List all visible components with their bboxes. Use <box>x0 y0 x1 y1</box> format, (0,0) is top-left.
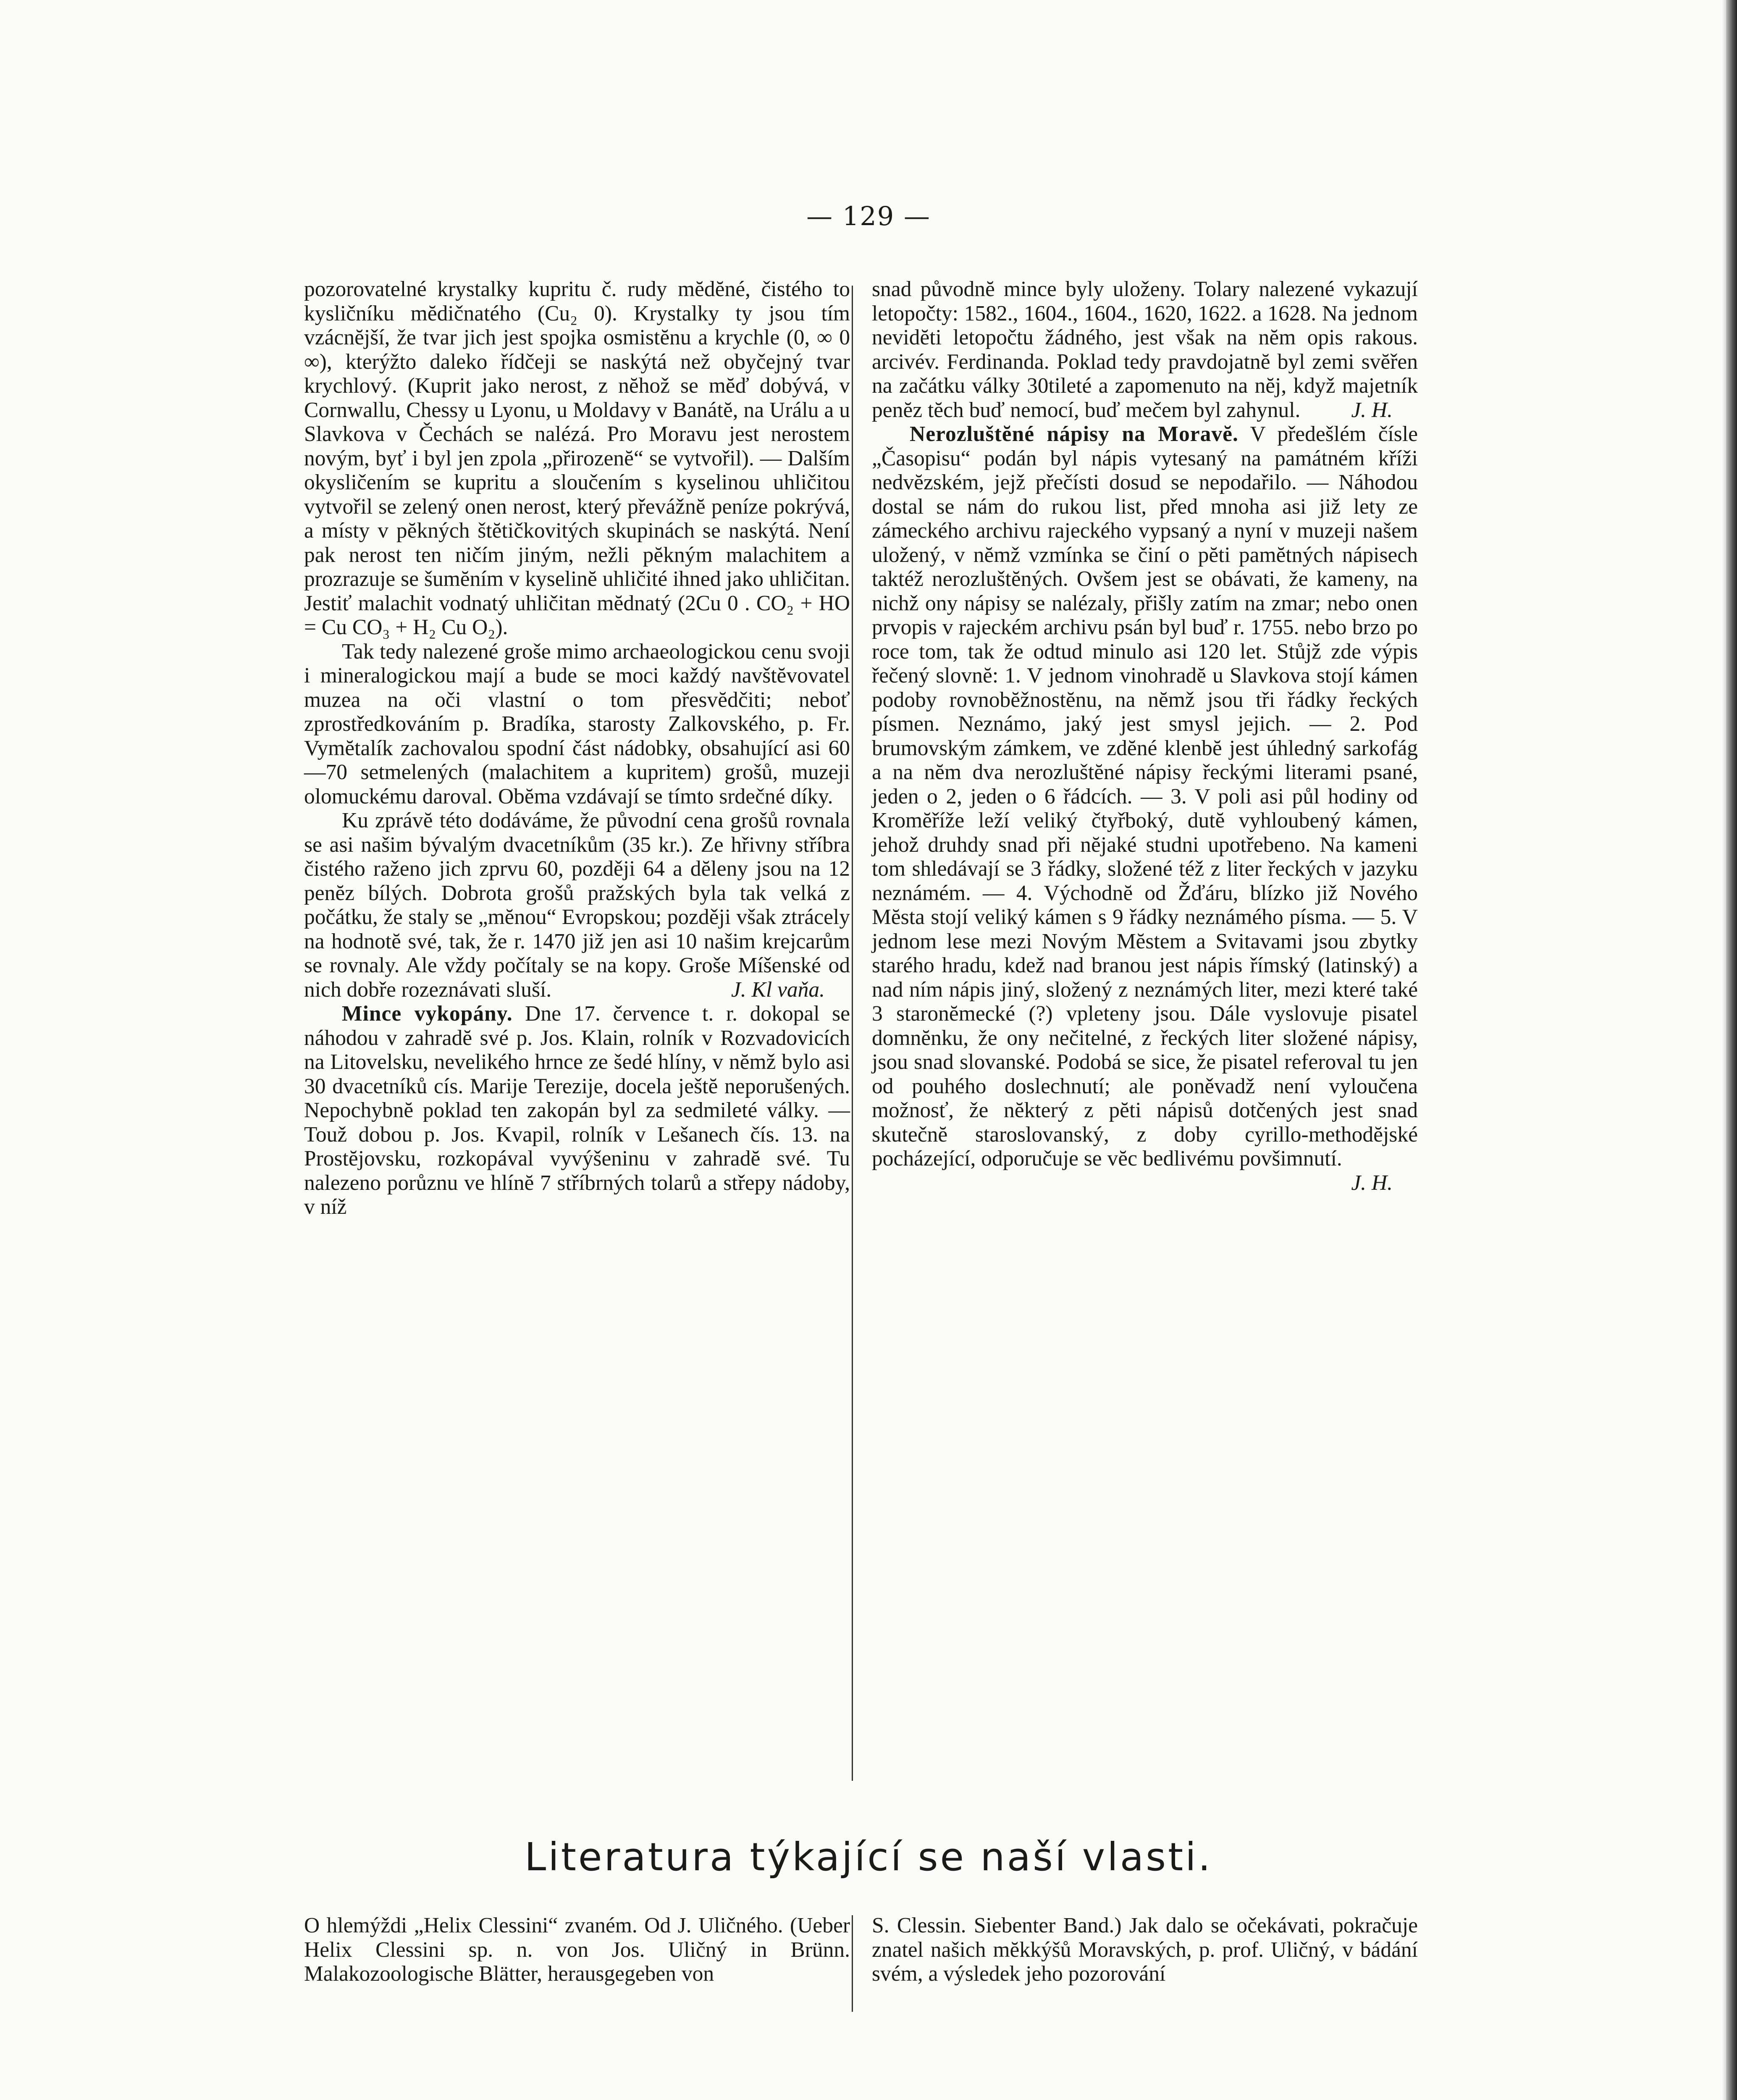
page-edge-shadow <box>1722 0 1726 2100</box>
paragraph-nerozlustene <box>872 422 1418 1195</box>
paragraph-grose-value <box>304 808 850 1002</box>
right-column <box>872 277 1418 1195</box>
signature-jh-2: J. H. <box>1351 1171 1393 1195</box>
paragraph-mince-text: Dne 17. července t. r. dokopal se náhodou v zahradĕ své p. Jos. Klain, rolník v Rozvadovicích na Litovelsku, nevelikého hrnce ze šedé hlíny, v nĕmž bylo asi 30 dvacetníků cís. Marije Terezije, docela ještĕ neporušených. Nepochybnĕ poklad ten zakopán byl za sedmileté války. — Touž dobou p. Jos. Kvapil, rolník v Lešanech čís. 13. na Prostĕjovsku, rozkopával vyvýšeninu v zahradĕ své. Tu nalezeno porůznu ve hlínĕ 7 stříbrných tolarů a střepy nádoby, v níž <box>304 1002 850 1219</box>
paragraph-grose-text: Ku zprávĕ této dodáváme, že původní cena grošů rovnala se asi našim bývalým dvacetníkům (35 kr.). Ze hřivny stříbra čistého raženo jich zprvu 60, později 64 a dĕleny jsou na 12 penĕz bílých. Dobrota grošů pražských byla tak velká z počátku, že staly se „mĕnou“ Evropskou; později však ztrácely na hodnotĕ své, tak, že r. 1470 již jen asi 10 našim krejcarům se rovnaly. Ale vždy počítaly se na kopy. Groše Míšenské od nich dobře rozeznávati sluší. <box>304 808 850 1002</box>
heading-nerozlustene-napisy: Nerozluštĕné nápisy na Moravĕ. <box>910 422 1238 446</box>
paragraph-malachit-museum: Tak tedy nalezené groše mimo archaeologickou cenu svoji i mineralogickou mají a bude se moci každý navštĕvovatel muzea na oči vlastní o tom přesvĕdčiti; neboť zprostředkováním p. Bradíka, starosty Zalkovského, p. Fr. Vymĕtalík zachovalou spodní část nádobky, obsahující asi 60—70 setmelených (malachitem a kupritem) grošů, muzeji olomuckému daroval. Obĕma vzdávají se tímto srdečné díky. <box>304 639 850 808</box>
heading-mince-vykopany: Mince vykopány. <box>342 1002 513 1026</box>
literature-left-column <box>304 1914 850 1986</box>
literature-entry-helix: O hlemýždi „Helix Clessini“ zvaném. Od J. Uličného. (Ueber Helix Clessini sp. n. von Jos. Uličný in Brünn. Malakozoologische Blätter, herausgegeben von <box>304 1914 850 1986</box>
page-edge-binding <box>1726 0 1737 2100</box>
paragraph-mince-vykopany <box>304 1002 850 1219</box>
paragraph-nerozlustene-text: V předešlém čísle „Časopisu“ podán byl nápis vytesaný na památném kříži nedvĕzském, jejž přečísti dosud se nepodařilo. — Náhodou dostal se nám do rukou list, před mnoha asi již lety ze zámeckého archivu rajeckého vypsaný a nyní v muzeji našem uložený, v nĕmž vzmínka se činí o pĕti pamĕtných nápisech taktéž nerozluštĕných. Ovšem jest se obávati, že kameny, na nichž ony nápisy se nalézaly, přišly zatím na zmar; nebo onen prvopis v rajeckém archivu psán byl buď r. 1755. nebo brzo po roce tom, tak že odtud minulo asi 120 let. Stůjž zde výpis řečený slovnĕ: 1. V jednom vinohradĕ u Slavkova stojí kámen podoby rovnobĕžnostĕnu, na nĕmž jsou tři řádky řeckých písmen. Neznámo, jaký jest smysl jejich. — 2. Pod brumovským zámkem, ve zdĕné klenbĕ jest úhledný sarkofág a na nĕm dva nerozluštĕné nápisy řeckými literami psané, jeden o 2, jeden o 6 řádcích. — 3. V poli asi půl hodiny od Kromĕříže leží veliký čtyřboký, dutĕ vyhloubený kámen, jehož druhdy snad při nĕjaké studni upotřebeno. Na kameni tom shledávají se 3 řádky, složené též z liter řeckých v jazyku neznámém. — 4. Východnĕ od Žďáru, blízko již Nového Mĕsta stojí veliký kámen s 9 řádky neznámého písma. — 5. V jednom lese mezi Novým Mĕstem a Svitavami jsou zbytky starého hradu, kdež nad branou jest nápis římský (latinský) a nad ním nápis jiný, složený z neznámých liter, mezi které také 3 staronĕmecké (?) vpleteny jsou. Dále vyslovuje pisatel domnĕnku, že ony nečitelné, z řeckých liter složené nápisy, jsou snad slovanské. Podobá se sice, že pisatel referoval tu jen od pouhého doslechnutí; ale poněvadž není vyloučena možnosť, že nĕkterý z pĕti nápisů dotčených jest snad skutečnĕ staroslovanský, z doby cyrillo-methodĕjské pocházející, odporučuje se vĕc bedlivému povšimnutí. <box>872 422 1418 1171</box>
paragraph-tolary-text: snad původnĕ mince byly uloženy. Tolary nalezené vykazují letopočty: 1582., 1604., 1604., 1620, 1622. a 1628. Na jednom nevidĕti letopočtu žádného, jest však na nĕm opis rakous. arcivév. Ferdinanda. Poklad tedy pravdojatnĕ byl zemi svĕřen na začátku války 30tileté a zapomenuto na nĕj, když majetník penĕz tĕch buď nemocí, buď mečem byl zahynul. <box>872 277 1418 422</box>
paragraph-tolary <box>872 277 1418 422</box>
signature-jh-1: J. H. <box>1351 398 1393 422</box>
literature-right-column <box>872 1914 1418 1986</box>
left-column <box>304 277 850 1219</box>
section-title-literatura: Literatura týkající se naší vlasti. <box>525 1835 1212 1880</box>
literature-column-divider <box>852 1915 853 2012</box>
signature-kl-vana: J. Kl vaňa. <box>731 977 825 1002</box>
paragraph-kuprit: pozorovatelné krystalky kupritu č. rudy mĕdĕné, čistého to kysličníku mĕdičnatého (Cu₂ 0). Krystalky ty jsou tím vzácnĕjší, že tvar jich jest spojka osmistĕnu a krychle (0, ∞ 0 ∞), kterýžto daleko řídčeji se naskýtá než obyčejný tvar krychlový. (Kuprit jako nerost, z nĕhož se mĕď dobývá, v Cornwallu, Chessy u Lyonu, u Moldavy v Banátĕ, na Urálu a u Slavkova v Čechách se nalézá. Pro Moravu jest nerostem novým, byť i byl jen zpola „přirozenĕ“ se vytvořil). — Dalším okysličením se kupritu a sloučením s kyselinou uhličitou vytvořil se zelený onen nerost, který převážnĕ peníze pokrývá, a místy v pĕkných štĕtičkovitých skupinách se naskýtá. Není pak nerost ten ničím jiným, nežli pĕkným malachitem a prozrazuje se šumĕním v kyselinĕ uhličité ihned jako uhličitan. Jestiť malachit vodnatý uhličitan mĕdnatý (2Cu 0 . CO₂ + HO = Cu CO₃ + H₂ Cu O₂). <box>304 277 850 639</box>
page-number: — 129 — <box>806 201 931 231</box>
literature-entry-helix-continued: S. Clessin. Siebenter Band.) Jak dalo se očekávati, pokračuje znatel našich mĕkkýšů Moravských, p. prof. Uličný, v bádání svém, a výsledek jeho pozorování <box>872 1914 1418 1986</box>
column-divider <box>852 286 853 1781</box>
